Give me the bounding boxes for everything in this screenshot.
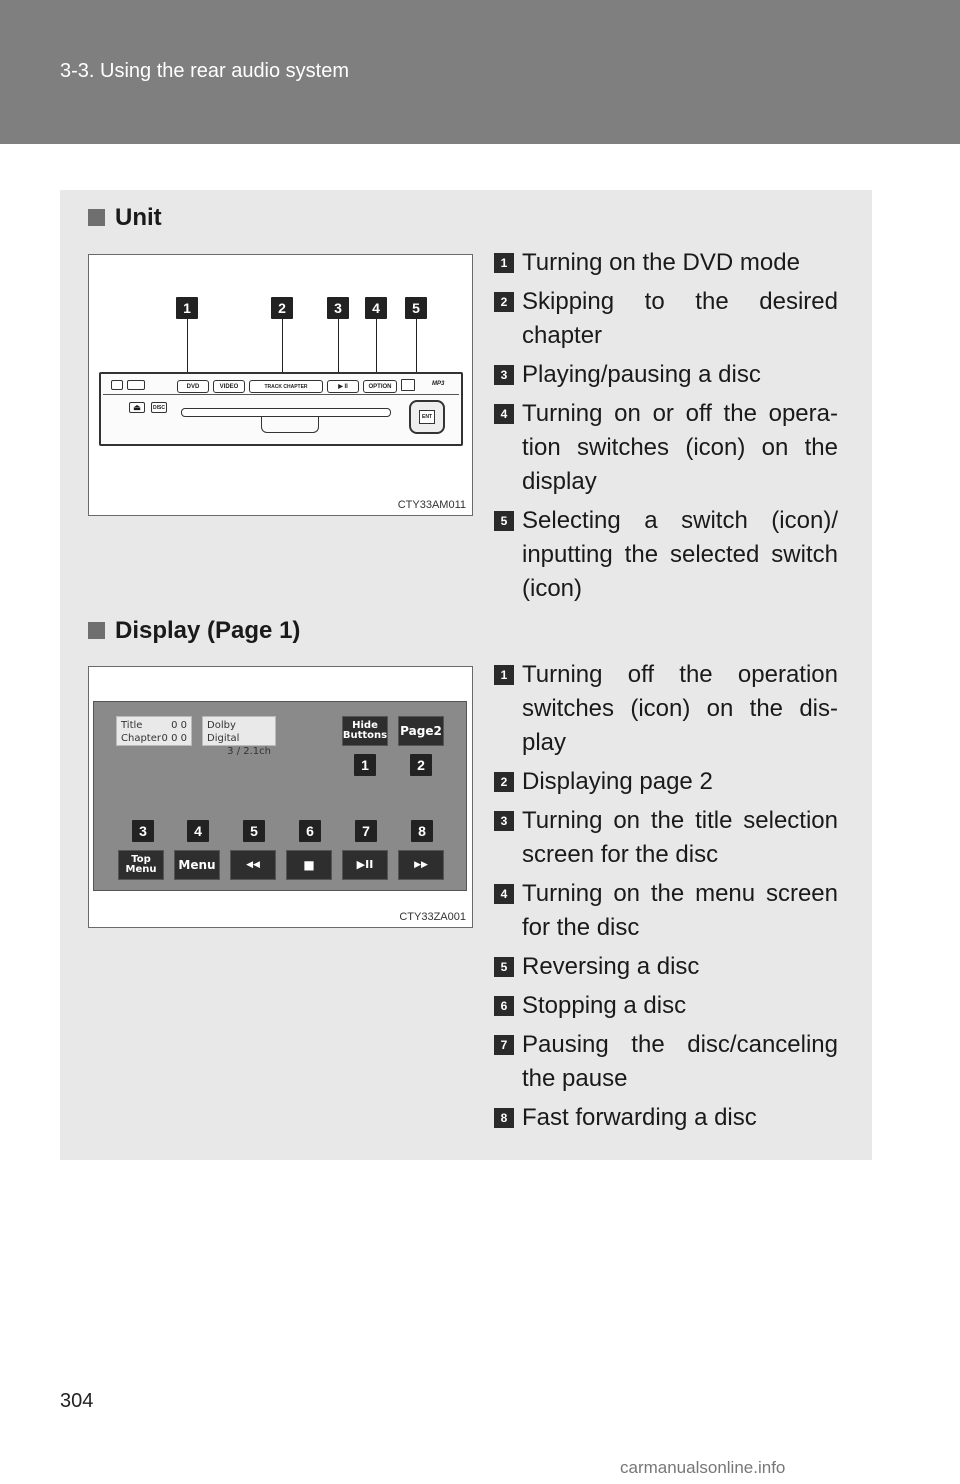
list-item bbox=[494, 804, 838, 872]
callout-line-1 bbox=[187, 319, 188, 379]
list-item bbox=[494, 658, 838, 760]
callout-5: 5 bbox=[243, 820, 265, 842]
chapter-value: 0 0 0 bbox=[161, 733, 187, 744]
play-pause-button[interactable]: ▶II bbox=[342, 850, 388, 880]
callout-line-4 bbox=[376, 319, 377, 379]
callout-1: 1 bbox=[354, 754, 376, 776]
audio-format-line1: Dolby Digital bbox=[207, 720, 240, 744]
unit-button-bar bbox=[103, 377, 459, 395]
title-label: Title bbox=[121, 720, 143, 731]
title-chapter-info bbox=[116, 716, 192, 746]
page-header bbox=[0, 0, 960, 144]
display-screen bbox=[93, 701, 467, 891]
item-text: Selecting a switch (icon)/ inputting the selected switch (icon) bbox=[522, 507, 838, 602]
list-item bbox=[494, 285, 838, 353]
unit-heading bbox=[88, 204, 162, 232]
callout-2: 2 bbox=[271, 297, 293, 319]
item-text: Skipping to the desired chapter bbox=[522, 288, 838, 349]
item-text: Turning on the DVD mode bbox=[522, 249, 800, 276]
item-number: 1 bbox=[494, 253, 514, 273]
display-heading bbox=[88, 617, 300, 645]
list-item bbox=[494, 504, 838, 606]
page-number: 304 bbox=[60, 1390, 94, 1412]
directional-pad[interactable] bbox=[409, 400, 445, 434]
list-item bbox=[494, 765, 838, 799]
callout-7: 7 bbox=[355, 820, 377, 842]
audio-format-info bbox=[202, 716, 276, 757]
play-pause-button[interactable]: ▶ II bbox=[327, 380, 359, 393]
option-button[interactable]: OPTION bbox=[363, 380, 397, 393]
callout-5: 5 bbox=[405, 297, 427, 319]
display-figure bbox=[88, 666, 473, 928]
callout-line-3 bbox=[338, 319, 339, 379]
item-number: 4 bbox=[494, 404, 514, 424]
item-number: 7 bbox=[494, 1035, 514, 1055]
callout-8: 8 bbox=[411, 820, 433, 842]
list-item bbox=[494, 877, 838, 945]
dvd-button[interactable]: DVD bbox=[177, 380, 209, 393]
disc-slot bbox=[181, 408, 391, 417]
item-text: Reversing a disc bbox=[522, 953, 700, 980]
rear-audio-unit bbox=[99, 372, 463, 446]
callout-2: 2 bbox=[410, 754, 432, 776]
item-text: Turning on the menu screen for the disc bbox=[522, 880, 838, 941]
item-number: 3 bbox=[494, 811, 514, 831]
list-item bbox=[494, 1101, 838, 1135]
item-number: 5 bbox=[494, 511, 514, 531]
item-number: 1 bbox=[494, 665, 514, 685]
square-bullet-icon bbox=[88, 622, 105, 639]
item-text: Displaying page 2 bbox=[522, 768, 713, 795]
page2-button[interactable]: Page2 bbox=[398, 716, 444, 746]
dvd-logo-icon bbox=[149, 380, 169, 390]
title-value: 0 0 bbox=[171, 720, 187, 731]
list-item bbox=[494, 950, 838, 984]
item-text: Turning off the operation switches (icon) on the dis-play bbox=[522, 661, 838, 756]
item-text: Turning on the title selection screen for the disc bbox=[522, 807, 838, 868]
item-number: 5 bbox=[494, 957, 514, 977]
unit-heading-text: Unit bbox=[115, 204, 162, 231]
item-number: 2 bbox=[494, 772, 514, 792]
list-item bbox=[494, 1028, 838, 1096]
track-chapter-button[interactable]: TRACK CHAPTER bbox=[249, 380, 323, 393]
callout-6: 6 bbox=[299, 820, 321, 842]
item-text: Stopping a disc bbox=[522, 992, 687, 1019]
item-number: 2 bbox=[494, 292, 514, 312]
dolby-logo-icon bbox=[127, 380, 145, 390]
unit-figure-code: CTY33AM011 bbox=[397, 499, 466, 511]
top-menu-button[interactable]: Top Menu bbox=[118, 850, 164, 880]
callout-4: 4 bbox=[187, 820, 209, 842]
item-text: Playing/pausing a disc bbox=[522, 361, 761, 388]
item-number: 3 bbox=[494, 365, 514, 385]
callout-3: 3 bbox=[132, 820, 154, 842]
menu-button[interactable]: Menu bbox=[174, 850, 220, 880]
fast-forward-button[interactable]: ▶▶ bbox=[398, 850, 444, 880]
square-bullet-icon bbox=[88, 209, 105, 226]
audio-format-line2: 3 / 2.1ch bbox=[227, 746, 271, 757]
item-text: Pausing the disc/canceling the pause bbox=[522, 1031, 838, 1092]
display-figure-code: CTY33ZA001 bbox=[399, 911, 466, 923]
item-text: Turning on or off the opera-tion switches (icon) on the display bbox=[522, 400, 838, 495]
callout-line-2 bbox=[282, 319, 283, 379]
rewind-button[interactable]: ◀◀ bbox=[230, 850, 276, 880]
callout-1: 1 bbox=[176, 297, 198, 319]
list-item bbox=[494, 989, 838, 1023]
list-item bbox=[494, 246, 838, 280]
section-breadcrumb: 3-3. Using the rear audio system bbox=[60, 60, 350, 82]
list-item bbox=[494, 358, 838, 392]
item-number: 4 bbox=[494, 884, 514, 904]
unit-figure bbox=[88, 254, 473, 516]
list-item bbox=[494, 397, 838, 499]
mp3-logo: MP3 bbox=[432, 381, 445, 387]
eject-button[interactable]: ⏏ bbox=[129, 402, 145, 413]
stop-button[interactable]: ■ bbox=[286, 850, 332, 880]
watermark: carmanualsonline.info bbox=[620, 1458, 786, 1477]
hide-buttons-button[interactable]: Hide Buttons bbox=[342, 716, 388, 746]
video-button[interactable]: VIDEO bbox=[213, 380, 245, 393]
item-number: 6 bbox=[494, 996, 514, 1016]
enter-button[interactable]: ENT bbox=[419, 410, 435, 424]
item-number: 8 bbox=[494, 1108, 514, 1128]
unit-description-list bbox=[494, 246, 838, 611]
disc-logo-icon bbox=[401, 379, 415, 391]
chapter-label: Chapter bbox=[121, 733, 161, 744]
disc-slot-tab bbox=[261, 417, 319, 433]
item-text: Fast forwarding a disc bbox=[522, 1104, 757, 1131]
display-description-list bbox=[494, 658, 838, 1140]
display-heading-text: Display (Page 1) bbox=[115, 617, 301, 644]
dts-logo-icon bbox=[111, 380, 123, 390]
callout-4: 4 bbox=[365, 297, 387, 319]
disc-button[interactable]: DISC bbox=[151, 402, 167, 413]
callout-3: 3 bbox=[327, 297, 349, 319]
